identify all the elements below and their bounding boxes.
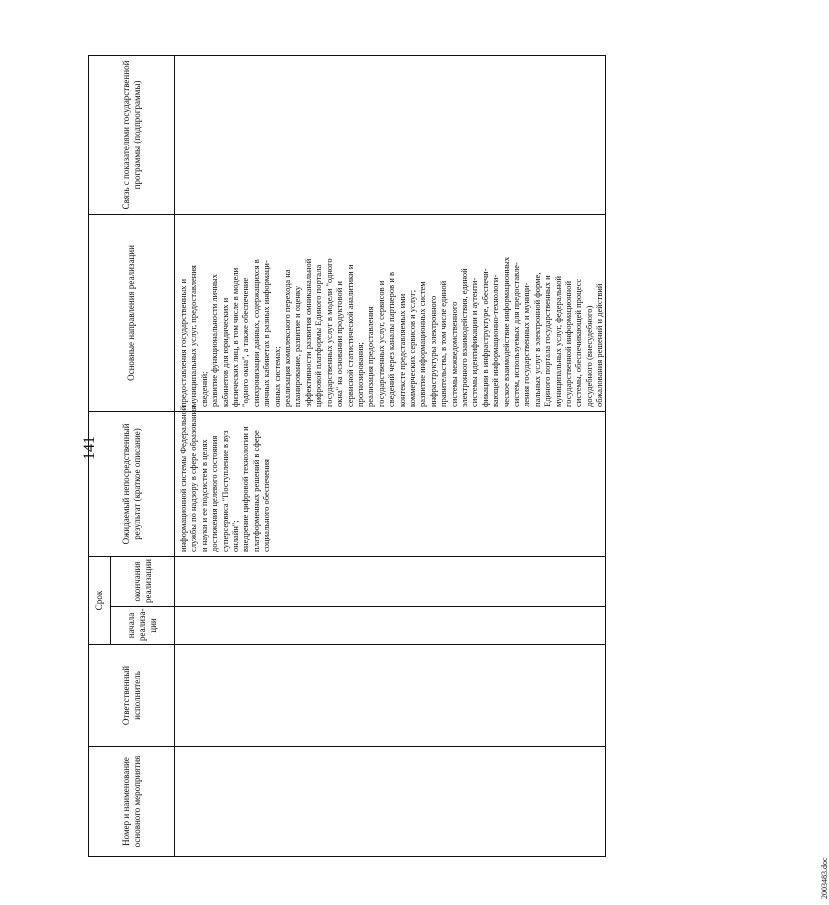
direction-line: государственной информационной — [563, 280, 574, 407]
table-row — [175, 55, 606, 856]
cell-indicators — [175, 55, 606, 214]
direction-line: развитие функциональности личных — [209, 274, 220, 407]
direction-line: муниципальных услуг, федеральной — [552, 275, 563, 407]
direction-line: инфраструктуры электронного — [427, 295, 438, 407]
cell-term-start — [175, 607, 606, 645]
direction-line: вающей информационно-технологи- — [490, 274, 501, 407]
direction-line: планирование, развитие и оценку — [292, 285, 303, 407]
footer-doc-code: 2003483.doc — [820, 857, 829, 899]
direction-line: ления государственных и муници- — [521, 282, 532, 407]
direction-line: эффективности развития омниканальной — [302, 258, 313, 407]
direction-line: прогнозирования; — [354, 342, 365, 407]
direction-line: синхронизации данных, содержащихся в — [250, 259, 261, 407]
direction-line: реализация комплексного перехода на — [282, 269, 293, 407]
header-executor: Ответственный исполнитель — [89, 645, 175, 747]
direction-line: предоставления государственных и — [178, 278, 188, 407]
direction-line: коммерческих сервисов и услуг; — [406, 289, 417, 407]
direction-line: системы, обеспечивающей процесс — [573, 278, 584, 407]
direction-line: фикации в инфраструктуре, обеспечи- — [479, 268, 490, 407]
direction-line: цифровой платформы Единого портала — [313, 264, 324, 407]
direction-line: ческое взаимодействие информационных — [500, 256, 511, 407]
result-line: и науки и ее подсистем в целях — [198, 439, 209, 552]
direction-line: систем, используемых для предоставле- — [511, 262, 521, 407]
direction-line: сведений; — [198, 371, 209, 407]
cell-directions — [175, 214, 606, 411]
result-line: службы по надзору в сфере образования — [188, 405, 199, 552]
header-indicators: Связь с показателями государственной программы (подпрограммы) — [89, 55, 175, 214]
result-line: платформенных решений в сфере — [250, 430, 261, 552]
direction-line: правительства, в том числе единой — [438, 280, 449, 407]
cell-executor — [175, 645, 606, 747]
header-term: Срок — [89, 556, 111, 644]
direction-line: пальных услуг в электронной форме, — [531, 272, 542, 407]
direction-line: государственных услуг в модели "одного — [323, 258, 334, 407]
direction-line: онных системах; — [271, 346, 282, 407]
header-row — [89, 55, 111, 856]
header-result: Ожидаемый непосредственный результат (краткое описание) — [89, 411, 175, 556]
direction-line: личных кабинетах в разных информаци- — [261, 260, 272, 407]
direction-line: государственных услуг, сервисов и — [375, 280, 386, 407]
direction-line: окна" на основании продуктовой и — [334, 281, 345, 407]
result-line: социального обеспечения — [261, 459, 272, 552]
result-line: внедрение цифровой технологии и — [240, 426, 251, 552]
direction-line: Единого портала государственных и — [542, 275, 553, 407]
direction-line: физических лиц, в том числе в модели — [230, 267, 241, 407]
result-line: достижения целевого состояния — [209, 435, 220, 552]
direction-line: контексте представляемых ими — [396, 293, 407, 407]
page-number: 141 — [81, 436, 98, 460]
header-term-start: начала реализа-ции — [111, 607, 175, 645]
direction-line: электронного взаимодействия, единой — [458, 268, 469, 407]
header-directions: Основные направления реализации — [89, 214, 175, 411]
cell-event — [175, 747, 606, 857]
result-line: информационной системы Федеральной — [178, 405, 188, 552]
header-event: Номер и наименование основного мероприятия — [89, 747, 175, 857]
cell-result — [175, 405, 606, 556]
direction-line: развитие информационных систем — [417, 281, 428, 407]
direction-line: сведений через каналы партнеров и в — [386, 271, 397, 407]
direction-line: "одного окна", а также обеспечение — [240, 277, 251, 407]
result-line: суперсервиса "Поступление в вуз — [219, 430, 230, 552]
header-term-end: окончания реализации — [111, 556, 175, 606]
direction-line: системы идентификации и аутенти- — [469, 277, 480, 407]
direction-line: досудебного (внесудебного) — [583, 305, 594, 407]
cell-term-end — [175, 556, 606, 606]
direction-line: муниципальных услуг, предоставления — [188, 265, 199, 407]
result-line: онлайн"; — [230, 520, 241, 552]
direction-line: сервисной статистической аналитики и — [344, 264, 355, 407]
direction-line: реализация предоставления — [365, 306, 376, 407]
direction-line: обжалования решений и действий — [594, 283, 605, 407]
direction-line: системы межведомственного — [448, 301, 459, 407]
program-table — [88, 55, 606, 857]
direction-line: кабинетов для юридических и — [219, 297, 230, 407]
